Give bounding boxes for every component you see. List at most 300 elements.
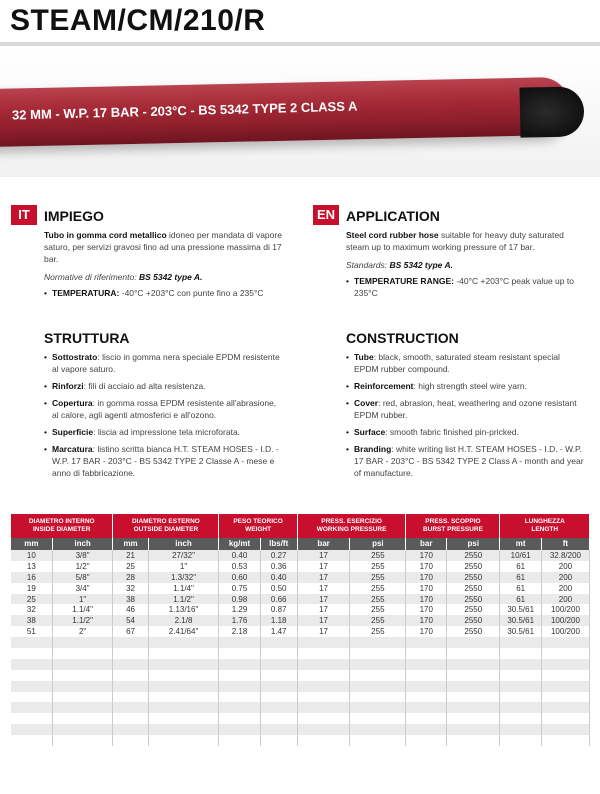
table-cell: 21 [113, 550, 148, 561]
table-row [11, 561, 590, 572]
en-norm-value: BS 5342 type A. [387, 260, 453, 270]
table-cell: 30.5/61 [500, 626, 541, 637]
table-cell: 1.47 [260, 626, 297, 637]
table-cell: 1.18 [260, 615, 297, 626]
table-cell: 28 [113, 572, 148, 583]
table-cell: 32 [113, 583, 148, 594]
table-cell: 54 [113, 615, 148, 626]
it-section-title: IMPIEGO [44, 208, 104, 224]
table-cell [297, 692, 350, 703]
it-structure-item [44, 443, 284, 479]
it-structure-item [44, 380, 284, 392]
table-cell: 17 [297, 626, 350, 637]
table-cell: 1.13/16" [148, 604, 219, 615]
table-cell: 0.53 [219, 561, 260, 572]
unit-header: inch [148, 538, 219, 550]
table-cell: 255 [350, 604, 406, 615]
empty-table-row [11, 659, 590, 670]
en-lead-bold: Steel cord rubber hose [346, 230, 439, 240]
table-cell [52, 702, 113, 713]
table-cell [541, 713, 589, 724]
table-cell: 255 [350, 594, 406, 605]
table-cell [219, 724, 260, 735]
table-cell [350, 670, 406, 681]
it-structure-item [44, 426, 284, 438]
table-cell: 32 [11, 604, 52, 615]
table-cell: 16 [11, 572, 52, 583]
table-cell: 46 [113, 604, 148, 615]
table-cell: 0.87 [260, 604, 297, 615]
unit-header: kg/mt [219, 538, 260, 550]
table-cell [148, 681, 219, 692]
unit-header: ft [541, 538, 589, 550]
table-cell: 17 [297, 615, 350, 626]
table-cell [541, 659, 589, 670]
table-cell [406, 735, 447, 746]
table-cell [500, 713, 541, 724]
table-cell [297, 735, 350, 746]
table-cell: 100/200 [541, 604, 589, 615]
table-cell [113, 637, 148, 648]
it-norm [44, 271, 284, 283]
table-cell: 255 [350, 550, 406, 561]
table-cell [500, 681, 541, 692]
it-norm-value: BS 5342 type A. [136, 272, 203, 282]
table-cell: 255 [350, 572, 406, 583]
table-cell [406, 692, 447, 703]
table-row [11, 594, 590, 605]
table-cell [297, 681, 350, 692]
table-cell [406, 702, 447, 713]
it-structure-item [44, 397, 284, 421]
table-cell [11, 681, 52, 692]
table-cell [148, 702, 219, 713]
table-cell [297, 648, 350, 659]
table-cell [11, 670, 52, 681]
table-cell [406, 681, 447, 692]
table-cell [219, 648, 260, 659]
empty-table-row [11, 735, 590, 746]
table-cell: 17 [297, 594, 350, 605]
table-cell [11, 735, 52, 746]
en-structure-list [346, 351, 586, 484]
item-label: Superficie [52, 427, 94, 437]
it-structure-title: STRUTTURA [44, 330, 130, 346]
table-cell: 1" [52, 594, 113, 605]
en-norm-label: Standards: [346, 260, 388, 270]
table-cell: 17 [297, 583, 350, 594]
en-structure-item [346, 351, 586, 375]
empty-table-row [11, 681, 590, 692]
it-lead-bold: Tubo in gomma cord metallico [44, 230, 167, 240]
table-cell [148, 713, 219, 724]
item-label: Sottostrato [52, 352, 98, 362]
empty-table-row [11, 648, 590, 659]
it-temp-label: TEMPERATURA: [52, 288, 120, 298]
table-cell [11, 637, 52, 648]
table-cell [260, 659, 297, 670]
unit-header: psi [447, 538, 500, 550]
table-cell [260, 648, 297, 659]
unit-header: mm [113, 538, 148, 550]
table-cell: 2550 [447, 615, 500, 626]
table-cell: 0.40 [260, 572, 297, 583]
item-label: Cover [354, 398, 379, 408]
lang-badge-it: IT [11, 205, 37, 225]
table-cell: 2550 [447, 583, 500, 594]
table-cell: 170 [406, 615, 447, 626]
hose-print: 32 MM - W.P. 17 BAR - 203°C - BS 5342 TYPE 2 CLASS A [11, 98, 358, 123]
item-text: : liscio in gomma nera speciale EPDM resistente al vapore saturo. [52, 352, 280, 374]
table-cell [113, 735, 148, 746]
item-label: Copertura [52, 398, 93, 408]
table-cell [447, 692, 500, 703]
en-structure-item [346, 443, 586, 479]
table-cell: 100/200 [541, 626, 589, 637]
table-cell [297, 637, 350, 648]
table-cell: 1.1/4" [148, 583, 219, 594]
it-structure-item [44, 351, 284, 375]
table-cell: 0.60 [219, 572, 260, 583]
table-cell [11, 702, 52, 713]
table-cell [219, 713, 260, 724]
table-cell [500, 724, 541, 735]
column-group-header: PRESS. SCOPPIO BURST PRESSURE [406, 514, 500, 538]
table-cell: 5/8" [52, 572, 113, 583]
table-cell: 255 [350, 561, 406, 572]
unit-header: inch [52, 538, 113, 550]
table-cell: 30.5/61 [500, 615, 541, 626]
it-temp [44, 287, 284, 299]
table-cell [148, 724, 219, 735]
table-cell [350, 648, 406, 659]
table-cell: 2550 [447, 594, 500, 605]
column-group-header: LUNGHEZZA LENGTH [500, 514, 590, 538]
table-cell [260, 735, 297, 746]
table-cell [52, 637, 113, 648]
table-cell [11, 713, 52, 724]
table-cell [350, 713, 406, 724]
table-cell: 255 [350, 583, 406, 594]
en-structure-item [346, 397, 586, 421]
table-cell [113, 648, 148, 659]
item-label: Marcatura [52, 444, 93, 454]
table-cell: 1" [148, 561, 219, 572]
table-cell [113, 681, 148, 692]
en-lead-text: suitable for heavy duty saturated steam up to maximum working pressure of 17 bar. [346, 230, 564, 252]
item-text: : red, abrasion, heat, weathering and ozone resistant EPDM rubber. [354, 398, 577, 420]
table-cell: 0.36 [260, 561, 297, 572]
table-cell: 200 [541, 594, 589, 605]
table-cell: 61 [500, 572, 541, 583]
table-cell: 2550 [447, 572, 500, 583]
table-cell [500, 659, 541, 670]
table-cell: 30.5/61 [500, 604, 541, 615]
table-cell [52, 670, 113, 681]
table-cell [350, 724, 406, 735]
table-cell: 67 [113, 626, 148, 637]
table-cell: 38 [11, 615, 52, 626]
table-cell [148, 692, 219, 703]
table-cell [260, 670, 297, 681]
table-cell: 170 [406, 594, 447, 605]
table-cell: 27/32" [148, 550, 219, 561]
table-cell [447, 659, 500, 670]
table-cell [260, 681, 297, 692]
table-cell: 1.3/32" [148, 572, 219, 583]
title-divider [0, 42, 600, 46]
table-cell [260, 702, 297, 713]
table-cell: 61 [500, 561, 541, 572]
spec-table [11, 514, 590, 746]
table-cell [447, 724, 500, 735]
item-label: Tube [354, 352, 374, 362]
table-cell: 3/8" [52, 550, 113, 561]
table-cell: 13 [11, 561, 52, 572]
item-text: : black, smooth, saturated steam resistant special EPDM rubber compound. [354, 352, 560, 374]
table-cell: 1.29 [219, 604, 260, 615]
en-structure-item [346, 426, 586, 438]
en-temp-text: -40°C +203°C peak value up to 235°C [354, 276, 574, 298]
table-group-header [11, 514, 590, 538]
table-cell [52, 692, 113, 703]
empty-table-row [11, 670, 590, 681]
it-temp-text: -40°C +203°C con punte fino a 235°C [119, 288, 264, 298]
table-cell: 25 [113, 561, 148, 572]
table-cell: 170 [406, 583, 447, 594]
table-cell: 17 [297, 604, 350, 615]
unit-header: mm [11, 538, 52, 550]
table-cell [219, 670, 260, 681]
table-cell: 170 [406, 604, 447, 615]
it-structure-list [44, 351, 284, 484]
table-row [11, 583, 590, 594]
table-cell: 170 [406, 561, 447, 572]
table-row [11, 572, 590, 583]
table-cell: 61 [500, 583, 541, 594]
table-cell [350, 735, 406, 746]
table-cell: 2550 [447, 626, 500, 637]
table-cell [447, 648, 500, 659]
table-cell [260, 724, 297, 735]
table-cell [260, 713, 297, 724]
table-cell [447, 702, 500, 713]
table-row [11, 604, 590, 615]
table-cell [447, 735, 500, 746]
table-cell [500, 648, 541, 659]
table-cell: 1.1/2" [52, 615, 113, 626]
unit-header: bar [297, 538, 350, 550]
table-cell [350, 659, 406, 670]
table-cell [113, 692, 148, 703]
unit-header: mt [500, 538, 541, 550]
table-cell: 255 [350, 615, 406, 626]
table-cell: 200 [541, 583, 589, 594]
table-cell [52, 724, 113, 735]
table-cell [297, 702, 350, 713]
table-cell [406, 670, 447, 681]
table-cell [447, 681, 500, 692]
table-cell [52, 681, 113, 692]
table-cell [11, 724, 52, 735]
table-cell: 0.66 [260, 594, 297, 605]
table-cell [113, 713, 148, 724]
table-cell [541, 692, 589, 703]
table-cell: 170 [406, 626, 447, 637]
table-cell: 1/2" [52, 561, 113, 572]
table-cell [297, 724, 350, 735]
table-cell [113, 670, 148, 681]
table-cell: 0.50 [260, 583, 297, 594]
en-structure-title: CONSTRUCTION [346, 330, 459, 346]
table-cell [541, 735, 589, 746]
table-cell [406, 659, 447, 670]
table-cell: 200 [541, 572, 589, 583]
item-text: : in gomma rossa EPDM resistente all'abrasione, al calore, agli agenti atmosferici e all'ozono. [52, 398, 277, 420]
item-text: : liscia ad impressione tela microforata. [93, 427, 241, 437]
table-cell: 2550 [447, 550, 500, 561]
table-cell [52, 735, 113, 746]
item-text: : listino scritta bianca H.T. STEAM HOSES - I.D. - W.P. 17 BAR - 203°C - BS 5342 TYPE 2 Classe A - mese e anno di fabbricazione. [52, 444, 279, 478]
table-cell [219, 692, 260, 703]
table-cell [541, 670, 589, 681]
table-cell [350, 681, 406, 692]
unit-header: bar [406, 538, 447, 550]
table-cell: 17 [297, 572, 350, 583]
table-cell [219, 735, 260, 746]
table-cell: 1.76 [219, 615, 260, 626]
table-cell: 0.98 [219, 594, 260, 605]
table-cell [541, 702, 589, 713]
en-temp [346, 275, 586, 299]
en-section-title: APPLICATION [346, 208, 440, 224]
table-cell: 0.75 [219, 583, 260, 594]
table-cell: 51 [11, 626, 52, 637]
en-structure-item [346, 380, 586, 392]
en-norm [346, 259, 586, 271]
table-cell: 255 [350, 626, 406, 637]
column-group-header: DIAMETRO ESTERNO OUTSIDE DIAMETER [113, 514, 219, 538]
table-cell: 200 [541, 561, 589, 572]
table-cell [113, 702, 148, 713]
table-cell [447, 670, 500, 681]
table-cell: 2.18 [219, 626, 260, 637]
table-cell [219, 637, 260, 648]
table-cell [350, 637, 406, 648]
table-cell [500, 692, 541, 703]
table-unit-header [11, 538, 590, 550]
it-norm-label: Normative di riferimento: [44, 272, 137, 282]
table-row [11, 626, 590, 637]
table-cell [406, 724, 447, 735]
en-description [346, 229, 586, 304]
table-cell [500, 735, 541, 746]
table-cell: 2" [52, 626, 113, 637]
table-cell: 0.40 [219, 550, 260, 561]
it-lead-text: idoneo per mandata di vapore saturo, per servizi gravosi fino ad una pressione massima di 17 bar. [44, 230, 282, 264]
item-label: Surface [354, 427, 386, 437]
table-cell [113, 659, 148, 670]
table-cell [350, 692, 406, 703]
table-cell [541, 724, 589, 735]
empty-table-row [11, 637, 590, 648]
hose-end [519, 86, 584, 137]
table-cell [148, 637, 219, 648]
table-cell [52, 713, 113, 724]
table-cell [500, 637, 541, 648]
table-cell: 170 [406, 572, 447, 583]
table-cell [260, 692, 297, 703]
table-cell [219, 659, 260, 670]
table-cell [541, 648, 589, 659]
item-label: Branding [354, 444, 392, 454]
table-cell: 0.27 [260, 550, 297, 561]
table-cell: 2550 [447, 604, 500, 615]
table-cell: 19 [11, 583, 52, 594]
column-group-header: DIAMETRO INTERNO INSIDE DIAMETER [11, 514, 113, 538]
table-cell: 10 [11, 550, 52, 561]
table-cell [406, 713, 447, 724]
table-cell: 1.1/2" [148, 594, 219, 605]
unit-header: lbs/ft [260, 538, 297, 550]
item-text: : high strength steel wire yarn. [413, 381, 527, 391]
table-cell [148, 659, 219, 670]
table-cell [52, 648, 113, 659]
table-row [11, 550, 590, 561]
table-cell [260, 637, 297, 648]
table-cell [500, 702, 541, 713]
item-label: Rinforzi [52, 381, 84, 391]
column-group-header: PESO TEORICO WEIGHT [219, 514, 297, 538]
table-cell: 3/4" [52, 583, 113, 594]
lang-badge-en: EN [313, 205, 339, 225]
table-cell [148, 648, 219, 659]
table-cell: 38 [113, 594, 148, 605]
en-temp-label: TEMPERATURE RANGE: [354, 276, 454, 286]
item-text: : smooth fabric finished pin-pricked. [385, 427, 519, 437]
table-cell: 2.41/64" [148, 626, 219, 637]
table-cell [11, 692, 52, 703]
table-cell [406, 637, 447, 648]
table-cell: 17 [297, 550, 350, 561]
item-text: : white writing list H.T. STEAM HOSES - I.D. - W.P. 17 BAR - 203°C - BS 5342 TYPE 2 Class A - month and year of manufacture. [354, 444, 584, 478]
table-cell [219, 681, 260, 692]
table-cell [219, 702, 260, 713]
table-cell: 17 [297, 561, 350, 572]
empty-table-row [11, 713, 590, 724]
table-cell: 25 [11, 594, 52, 605]
table-cell: 32.8/200 [541, 550, 589, 561]
table-cell [11, 648, 52, 659]
table-cell [297, 713, 350, 724]
table-cell: 100/200 [541, 615, 589, 626]
item-label: Reinforcement [354, 381, 414, 391]
table-cell [500, 670, 541, 681]
table-row [11, 615, 590, 626]
table-cell [113, 724, 148, 735]
table-cell: 1.1/4" [52, 604, 113, 615]
table-cell [297, 659, 350, 670]
table-cell: 170 [406, 550, 447, 561]
table-cell [148, 670, 219, 681]
table-cell [350, 702, 406, 713]
table-cell: 2550 [447, 561, 500, 572]
page-title: STEAM/CM/210/R [10, 4, 266, 37]
table-cell [541, 681, 589, 692]
table-cell [447, 713, 500, 724]
table-cell [541, 637, 589, 648]
empty-table-row [11, 702, 590, 713]
